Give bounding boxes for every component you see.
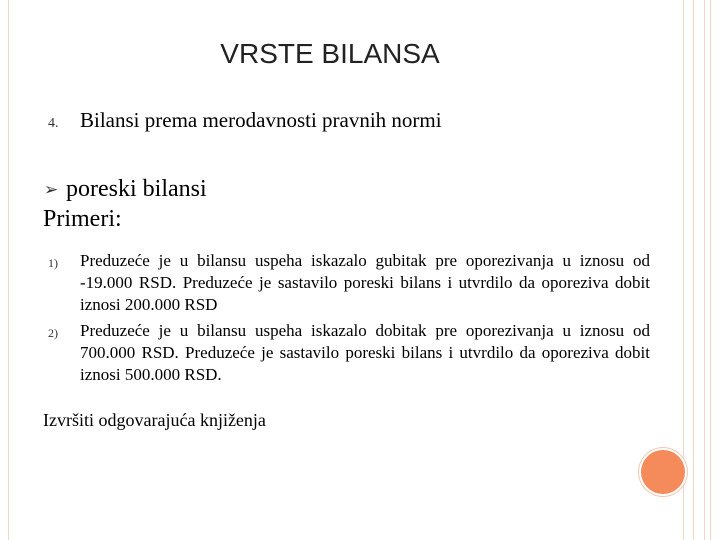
arrow-bullet-icon: ➢: [44, 179, 59, 200]
item-number: 2): [48, 326, 58, 340]
item-text: Preduzeće je u bilansu uspeha iskazalo gubitak pre oporezivanja u iznosu od -19.000 RSD. Preduzeće je sastavilo poreski bilans i utvrdilo da oporeziva dobit iznosi 200.000 RSD: [80, 251, 650, 314]
section-heading: [48, 108, 442, 133]
list-item: [48, 250, 650, 316]
bullet-item: [44, 176, 207, 203]
item-number: 1): [48, 256, 58, 270]
bullet-text: poreski bilansi: [66, 176, 207, 202]
decorative-circle: [641, 450, 685, 494]
slide-title: VRSTE BILANSA: [220, 38, 440, 69]
list-item: [48, 320, 650, 386]
item-text: Preduzeće je u bilansu uspeha iskazalo dobitak pre oporezivanja u iznosu od 700.000 RSD. Preduzeće je sastavilo poreski bilans i utvrdilo da oporeziva dobit iznosi 500.000 RSD.: [80, 321, 650, 384]
frame-line: [683, 0, 684, 540]
subheading: Primeri:: [43, 206, 122, 232]
closing-text: Izvršiti odgovarajuća knjiženja: [43, 410, 266, 430]
frame-line: [710, 0, 711, 540]
examples-list: [48, 250, 650, 390]
frame-line: [704, 0, 705, 540]
heading-text: Bilansi prema merodavnosti pravnih normi: [80, 108, 442, 132]
heading-number: 4.: [48, 116, 59, 131]
